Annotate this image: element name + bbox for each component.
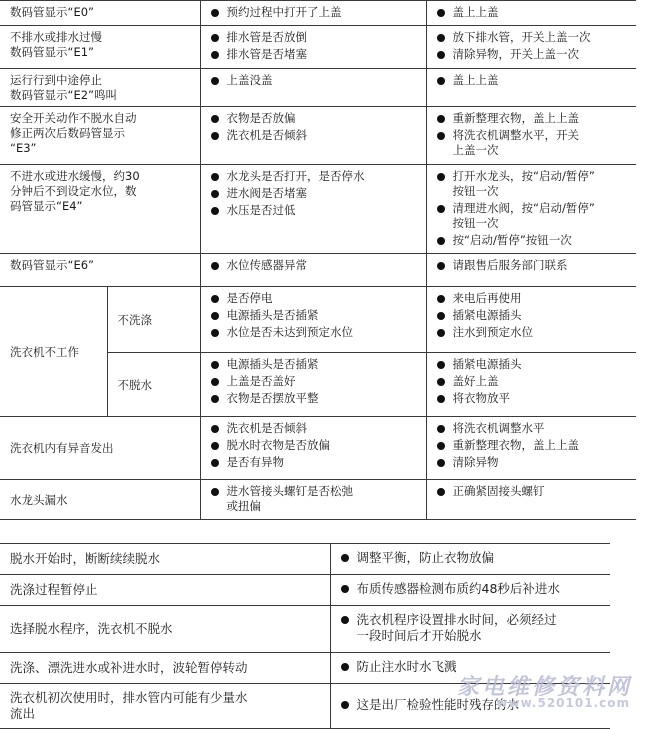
cause-cell — [200, 254, 426, 287]
fix-text: 插紧电源插头 — [452, 308, 522, 322]
bullet-icon — [437, 329, 445, 337]
cause-item — [211, 455, 420, 470]
bullet-icon — [437, 77, 445, 85]
cause-item — [211, 357, 420, 372]
fault-row — [0, 26, 636, 69]
fix-list — [437, 291, 631, 340]
bullet-icon — [341, 663, 349, 671]
fix-item — [437, 374, 631, 389]
bullet-icon — [437, 395, 445, 403]
fix-cell — [426, 26, 636, 69]
cause-text: 预约过程中打开了上盖 — [226, 5, 342, 19]
bullet-icon — [341, 585, 349, 593]
fix-list — [437, 111, 631, 158]
bullet-icon — [341, 701, 349, 709]
fix-text: 按“启动/暂停”按钮一次 — [452, 233, 572, 247]
cause-item — [211, 30, 420, 45]
fix-item — [437, 47, 631, 62]
symptom-cell: 运行行到中途停止 数码管显示“E2”鸣叫 — [0, 69, 200, 107]
fix-item — [437, 258, 631, 273]
cause-list — [211, 258, 420, 273]
cause-item — [211, 325, 420, 340]
fix-text: 重新整理衣物，盖上上盖 — [452, 111, 579, 125]
cause-text: 排水管是否放倒 — [226, 30, 307, 44]
bullet-icon — [211, 77, 219, 85]
fix-list — [437, 73, 631, 88]
bullet-icon — [211, 378, 219, 386]
cause-item — [211, 438, 420, 453]
fault-row — [0, 480, 636, 520]
bullet-icon — [211, 51, 219, 59]
cause-item — [211, 374, 420, 389]
cause-cell — [200, 287, 426, 353]
phenomenon-cell: 脱水开始时，断断续续脱水 — [0, 544, 330, 575]
fix-cell — [426, 1, 636, 26]
bullet-icon — [437, 459, 445, 467]
explanation-item — [341, 581, 605, 597]
fix-text: 盖好上盖 — [452, 374, 499, 388]
bullet-icon — [437, 237, 445, 245]
cause-cell — [200, 1, 426, 26]
cause-list — [211, 421, 420, 470]
bullet-icon — [211, 9, 219, 17]
fix-text: 将洗衣机调整水平 — [452, 421, 545, 435]
fault-row — [0, 165, 636, 254]
cause-item — [211, 5, 420, 20]
fix-text: 盖上上盖 — [452, 73, 499, 87]
fix-text: 清除异物 — [452, 455, 499, 469]
fault-row — [0, 1, 636, 26]
fix-list — [437, 30, 631, 62]
fix-item — [437, 128, 631, 158]
phenomenon-cell: 洗涤、漂洗进水或补进水时，波轮暂停转动 — [0, 653, 330, 684]
bullet-icon — [437, 262, 445, 270]
cause-item — [211, 169, 420, 184]
fix-text: 打开水龙头，按“启动/暂停” 按钮一次 — [452, 169, 595, 198]
fix-text: 插紧电源插头 — [452, 357, 522, 371]
bullet-icon — [437, 205, 445, 213]
symptom-cell: 洗衣机内有异音发出 — [0, 417, 200, 480]
cause-cell — [200, 165, 426, 254]
fix-item — [437, 325, 631, 340]
bullet-icon — [211, 425, 219, 433]
bullet-icon — [211, 173, 219, 181]
fix-item — [437, 391, 631, 406]
explanation-text: 这是出厂检验性能时残存的水 — [356, 697, 520, 712]
fix-item — [437, 308, 631, 323]
fix-cell — [426, 69, 636, 107]
bullet-icon — [211, 132, 219, 140]
fix-item — [437, 233, 631, 248]
fault-row — [0, 107, 636, 165]
phenomenon-row — [0, 606, 610, 653]
cause-text: 电源插头是否插紧 — [226, 357, 319, 371]
fix-item — [437, 111, 631, 126]
cause-text: 是否有异物 — [226, 455, 284, 469]
cause-text: 进水阀是否堵塞 — [226, 186, 307, 200]
phenomenon-cell: 洗涤过程暂停止 — [0, 575, 330, 606]
cause-text: 水位是否未达到预定水位 — [226, 325, 353, 339]
bullet-icon — [437, 9, 445, 17]
cause-item — [211, 484, 420, 514]
explanation-cell — [330, 544, 610, 575]
bullet-icon — [211, 34, 219, 42]
explanation-text: 防止注水时水飞溅 — [356, 659, 457, 674]
symptom-cell: 水龙头漏水 — [0, 480, 200, 520]
bullet-icon — [211, 459, 219, 467]
cause-item — [211, 308, 420, 323]
bullet-icon — [437, 378, 445, 386]
explanation-item — [341, 550, 605, 566]
cause-item — [211, 391, 420, 406]
cause-list — [211, 73, 420, 88]
bullet-icon — [437, 425, 445, 433]
cause-text: 水位传感器异常 — [226, 258, 307, 272]
fix-text: 清除异物，开关上盖一次 — [452, 47, 579, 61]
bullet-icon — [211, 190, 219, 198]
cause-item — [211, 203, 420, 218]
bullet-icon — [437, 34, 445, 42]
fix-list — [437, 484, 631, 499]
fix-list — [437, 421, 631, 470]
bullet-icon — [437, 295, 445, 303]
phenomenon-row — [0, 544, 610, 575]
fix-cell — [426, 107, 636, 165]
cause-list — [211, 484, 420, 514]
fix-list — [437, 5, 631, 20]
fix-cell — [426, 254, 636, 287]
bullet-icon — [437, 442, 445, 450]
fix-item — [437, 438, 631, 453]
bullet-icon — [211, 262, 219, 270]
cause-item — [211, 291, 420, 306]
sub-symptom-cell: 不洗涤 — [107, 287, 200, 353]
cause-cell — [200, 107, 426, 165]
fix-item — [437, 357, 631, 372]
bullet-icon — [211, 329, 219, 337]
cause-item — [211, 186, 420, 201]
fix-text: 盖上上盖 — [452, 5, 499, 19]
symptom-cell: 数码管显示“E6” — [0, 254, 200, 287]
cause-text: 进水管接头螺钉是否松弛 或扭偏 — [226, 484, 353, 513]
cause-text: 上盖没盖 — [226, 73, 273, 87]
cause-text: 水龙头是否打开，是否停水 — [226, 169, 365, 183]
fault-row — [0, 254, 636, 287]
bullet-icon — [211, 312, 219, 320]
explanation-list — [341, 612, 605, 644]
cause-item — [211, 73, 420, 88]
cause-item — [211, 421, 420, 436]
cause-list — [211, 111, 420, 143]
symptom-cell: 洗衣机不工作 — [0, 287, 107, 417]
cause-cell — [200, 26, 426, 69]
bullet-icon — [211, 395, 219, 403]
phenomenon-cell: 洗衣机初次使用时，排水管内可能有少量水 流出 — [0, 684, 330, 729]
cause-text: 排水管是否堵塞 — [226, 47, 307, 61]
fix-list — [437, 169, 631, 248]
bullet-icon — [211, 442, 219, 450]
cause-text: 衣物是否摆放平整 — [226, 391, 319, 405]
fix-item — [437, 484, 631, 499]
symptom-cell: 数码管显示“E0” — [0, 1, 200, 26]
bullet-icon — [437, 488, 445, 496]
explanation-text: 洗衣机程序设置排水时间，必须经过 一段时间后才开始脱水 — [356, 612, 557, 643]
cause-item — [211, 128, 420, 143]
fix-item — [437, 73, 631, 88]
explanation-list — [341, 581, 605, 597]
fix-list — [437, 258, 631, 273]
cause-cell — [200, 417, 426, 480]
fix-cell — [426, 165, 636, 254]
symptom-cell: 不进水或进水缓慢，约30 分钟后不到设定水位，数 码管显示“E4” — [0, 165, 200, 254]
bullet-icon — [437, 173, 445, 181]
fix-item — [437, 421, 631, 436]
bullet-icon — [211, 361, 219, 369]
cause-text: 上盖是否盖好 — [226, 374, 296, 388]
fault-row — [0, 287, 636, 353]
explanation-cell — [330, 575, 610, 606]
fix-cell — [426, 480, 636, 520]
fix-text: 将洗衣机调整水平，开关 上盖一次 — [452, 128, 579, 157]
fix-item — [437, 201, 631, 231]
fix-item — [437, 5, 631, 20]
cause-text: 是否停电 — [226, 291, 273, 305]
bullet-icon — [437, 51, 445, 59]
cause-cell — [200, 69, 426, 107]
explanation-list — [341, 550, 605, 566]
explanation-cell — [330, 606, 610, 653]
bullet-icon — [211, 488, 219, 496]
bullet-icon — [211, 115, 219, 123]
fix-item — [437, 291, 631, 306]
phenomenon-row — [0, 575, 610, 606]
fix-item — [437, 169, 631, 199]
symptom-cell: 安全开关动作不脱水自动 修正两次后数码管显示 “E3” — [0, 107, 200, 165]
cause-text: 电源插头是否插紧 — [226, 308, 319, 322]
fix-text: 正确紧固接头螺钉 — [452, 484, 545, 498]
fix-cell — [426, 287, 636, 353]
fix-item — [437, 455, 631, 470]
fix-text: 放下排水管，开关上盖一次 — [452, 30, 591, 44]
fix-item — [437, 30, 631, 45]
fix-list — [437, 357, 631, 406]
fix-text: 重新整理衣物，盖上上盖 — [452, 438, 579, 452]
phenomenon-cell: 选择脱水程序，洗衣机不脱水 — [0, 606, 330, 653]
fault-row — [0, 69, 636, 107]
fix-text: 来电后再使用 — [452, 291, 522, 305]
cause-text: 水压是否过低 — [226, 203, 296, 217]
cause-item — [211, 47, 420, 62]
cause-text: 洗衣机是否倾斜 — [226, 421, 307, 435]
cause-item — [211, 258, 420, 273]
bullet-icon — [437, 361, 445, 369]
fix-text: 将衣物放平 — [452, 391, 510, 405]
cause-text: 洗衣机是否倾斜 — [226, 128, 307, 142]
cause-list — [211, 169, 420, 218]
cause-text: 衣物是否放偏 — [226, 111, 296, 125]
cause-text: 脱水时衣物是否放偏 — [226, 438, 330, 452]
fix-text: 请跟售后服务部门联系 — [452, 258, 568, 272]
fix-cell — [426, 417, 636, 480]
bullet-icon — [437, 312, 445, 320]
cause-list — [211, 357, 420, 406]
fault-row — [0, 417, 636, 480]
cause-cell — [200, 480, 426, 520]
fix-text: 清理进水阀，按“启动/暂停” 按钮一次 — [452, 201, 595, 230]
bullet-icon — [341, 616, 349, 624]
bullet-icon — [437, 115, 445, 123]
bullet-icon — [437, 132, 445, 140]
explanation-item — [341, 612, 605, 644]
cause-item — [211, 111, 420, 126]
watermark-url: www.520101.com — [496, 696, 630, 710]
fix-cell — [426, 353, 636, 417]
bullet-icon — [211, 207, 219, 215]
sub-symptom-cell: 不脱水 — [107, 353, 200, 417]
explanation-text: 调整平衡，防止衣物放偏 — [356, 550, 495, 565]
cause-list — [211, 30, 420, 62]
cause-list — [211, 5, 420, 20]
explanation-text: 布质传感器检测布质约48秒后补进水 — [356, 581, 560, 596]
cause-list — [211, 291, 420, 340]
bullet-icon — [211, 295, 219, 303]
watermark-logo: 家电维修资料网 — [456, 674, 632, 700]
cause-cell — [200, 353, 426, 417]
fix-text: 注水到预定水位 — [452, 325, 533, 339]
bullet-icon — [341, 554, 349, 562]
symptom-cell: 不排水或排水过慢 数码管显示“E1” — [0, 26, 200, 69]
